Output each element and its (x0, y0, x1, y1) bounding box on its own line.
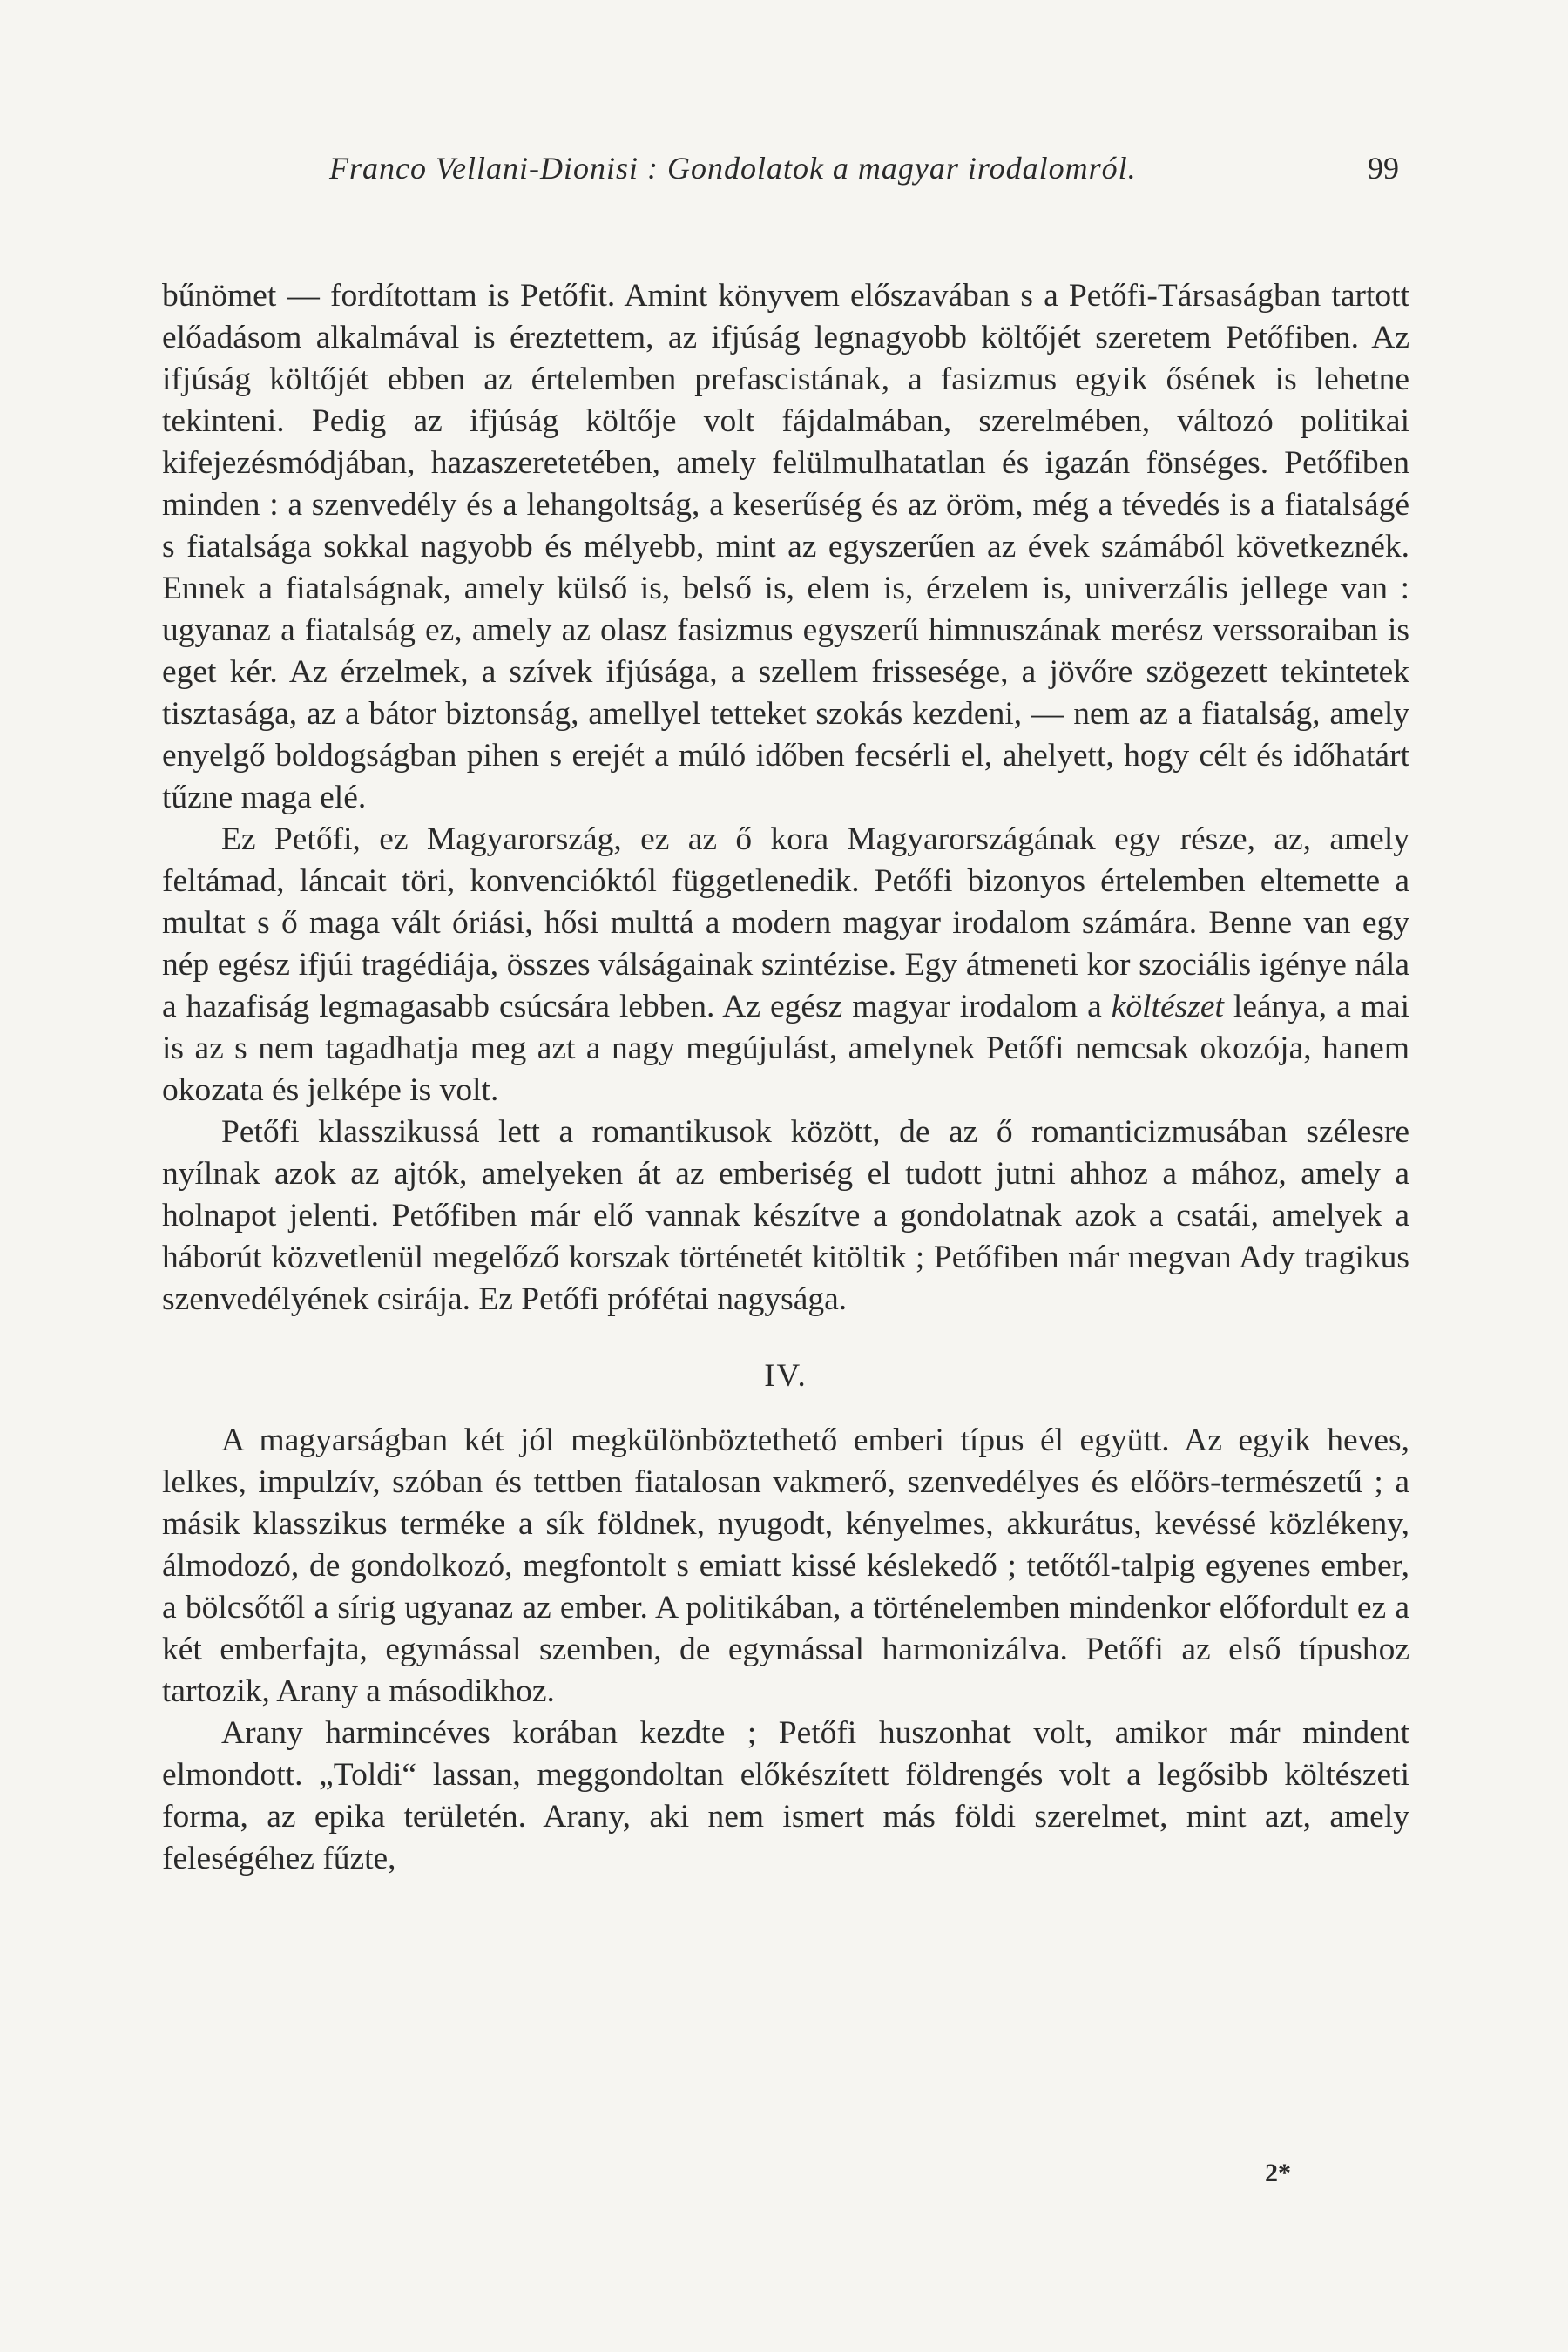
signature-mark: 2* (1265, 2159, 1291, 2187)
paragraph-5: Arany harmincéves korában kezdte ; Petőfi huszonhat volt, amikor már mindent elmondott. „Toldi“ lassan, meggondoltan előkészített földrengés volt a legősibb költészeti forma, az epika területén. Arany, aki nem ismert más földi szerelmet, mint azt, amely feleségéhez fűzte, (162, 1715, 1409, 1876)
paragraph-4: A magyarságban két jól megkülönböztethető emberi típus él együtt. Az egyik heves, lelkes, impulzív, szóban és tettben fiatalosan vakmerő, szenvedélyes és előörs-természetű ; a másik klasszikus terméke a sík földnek, nyugodt, kényelmes, akkurátus, kevéssé közlékeny, álmodozó, de gondolkozó, megfontolt s emiatt kissé késlekedő ; tetőtől-talpig egyenes ember, a bölcsőtől a sírig ugyanaz az ember. A politikában, a történelemben mindenkor előfordult ez a két emberfajta, egymással szemben, de egymással harmonizálva. Petőfi az első típushoz tartozik, Arany a másodikhoz. (162, 1423, 1409, 1709)
paragraph-2-text-a: Ez Petőfi, ez Magyarország, ez az ő kora Magyarországának egy része, az, amely feltámad, láncait töri, konvencióktól függetlenedik. Petőfi bizonyos értelemben eltemette a multat s ő maga vált óriási, hősi multtá a modern magyar irodalom számára. Benne van egy nép egész ifjúi tragédiája, összes válságainak szintézise. Egy átmeneti kor szociális igénye nála a hazafiság legmagasabb csúcsára lebben. Az egész magyar irodalom a (162, 821, 1409, 1024)
page-number: 99 (1368, 151, 1399, 186)
paragraph-1: bűnömet — fordítottam is Petőfit. Amint könyvem előszavában s a Petőfi-Társaságban tartott előadásom alkalmával is éreztettem, az ifjúság legnagyobb költőjét szeretem Petőfiben. Az ifjúság költőjét ebben az értelemben prefascistának, a fasizmus egyik ősének is lehetne tekinteni. Pedig az ifjúság költője volt fájdalmában, szerelmében, változó politikai kifejezésmódjában, hazaszeretetében, amely felülmulhatatlan és igazán fönséges. Petőfiben minden : a szenvedély és a lehangoltság, a keserűség és az öröm, még a tévedés is a fiatalságé s fiatalsága sokkal nagyobb és mélyebb, mint az egyszerűen az évek számából következnék. Ennek a fiatalságnak, amely külső is, belső is, elem is, érzelem is, univerzális jellege van : ugyanaz a fiatalság ez, amely az olasz fasizmus egyszerű himnuszának merész verssoraiban is eget kér. Az érzelmek, a szívek ifjúsága, a szellem frissesége, a jövőre szögezett tekintetek tisztasága, az a bátor biztonság, amellyel tetteket szokás kezdeni, — nem az a fiatalság, amely enyelgő boldogságban pihen s erejét a múló időben fecsérli el, ahelyett, hogy célt és időhatárt tűzne maga elé. (162, 278, 1409, 815)
body-text (162, 275, 1409, 1880)
paragraph-2 (162, 819, 1409, 1112)
paragraph-3: Petőfi klasszikussá lett a romantikusok között, de az ő romanticizmusában szélesre nyílnak azok az ajtók, amelyeken át az emberiség el tudott jutni ahhoz a mához, amely a holnapot jelenti. Petőfiben már elő vannak készítve a gondolatnak azok a csatái, amelyek a háborút közvetlenül megelőző korszak történetét kitöltik ; Petőfiben már megvan Ady tragikus szenvedélyének csirája. Ez Petőfi prófétai nagysága. (162, 1114, 1409, 1317)
emphasized-word: költészet (1111, 989, 1224, 1024)
paragraph-2-text-b: leánya, a mai is az s nem tagadhatja meg azt a nagy megújulást, amelynek Petőfi nemcsak okozója, hanem okozata és jelképe is volt. (162, 989, 1410, 1108)
running-title: Franco Vellani-Dionisi : Gondolatok a magyar irodalomról. (329, 151, 1137, 186)
running-head (162, 150, 1409, 202)
section-heading: IV. (764, 1358, 808, 1394)
